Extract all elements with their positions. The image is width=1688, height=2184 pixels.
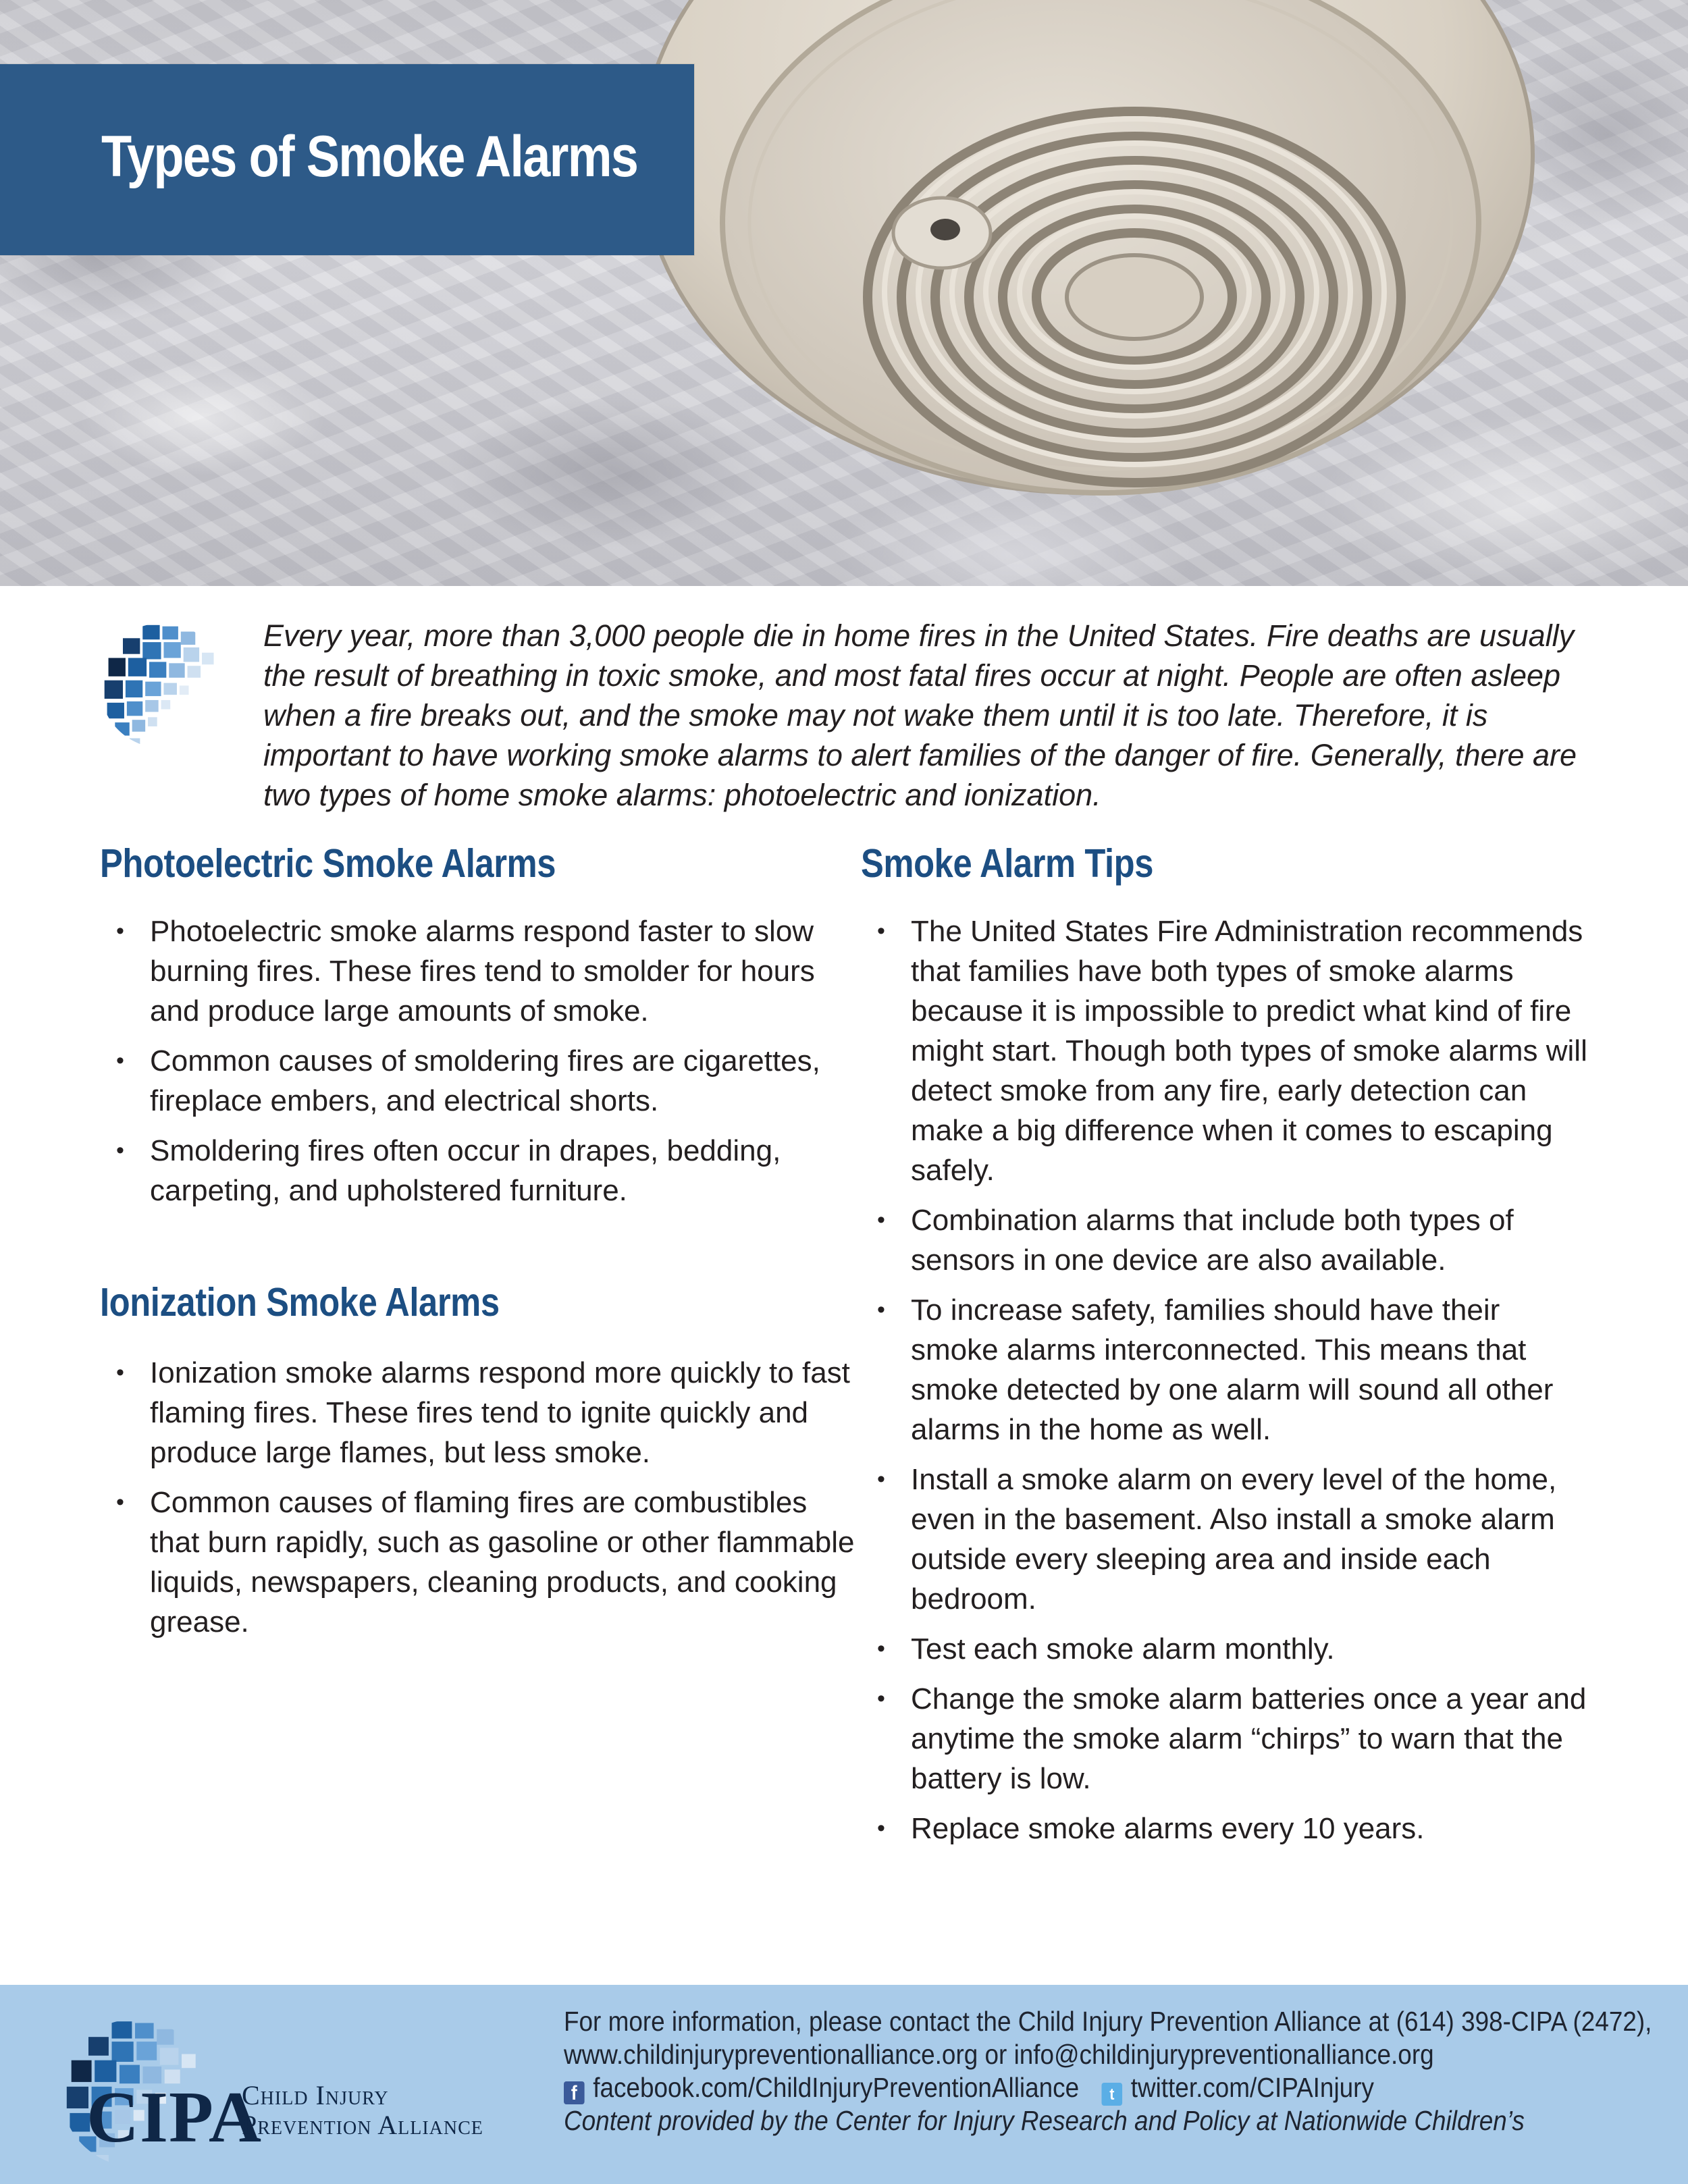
photoelectric-heading: Photoelectric Smoke Alarms bbox=[100, 841, 556, 886]
facebook-link[interactable] bbox=[564, 2071, 1079, 2104]
list-item-text: To increase safety, families should have their smoke alarms interconnected. This means that smoke detected by one alarm will sound all other alarms in the home as well. bbox=[911, 1294, 1554, 1446]
bullet-icon: • bbox=[116, 1489, 124, 1515]
list-item-text: Replace smoke alarms every 10 years. bbox=[911, 1812, 1425, 1845]
content-credit: Content provided by the Center for Injury Research and Policy at Nationwide Children’s bbox=[564, 2105, 1525, 2136]
ionization-list bbox=[100, 1353, 856, 1652]
bullet-icon: • bbox=[116, 1360, 124, 1385]
bullet-icon: • bbox=[877, 1815, 885, 1841]
list-item bbox=[861, 1679, 1590, 1799]
twitter-link-text: twitter.com/CIPAInjury bbox=[1130, 2072, 1374, 2103]
list-item bbox=[100, 1483, 856, 1642]
facebook-link-text: facebook.com/ChildInjuryPreventionAlliance bbox=[593, 2072, 1080, 2103]
web-email-link[interactable]: www.childinjurypreventionalliance.org or info@childinjurypreventionalliance.org bbox=[564, 2039, 1434, 2070]
list-item-text: Test each smoke alarm monthly. bbox=[911, 1632, 1335, 1666]
list-item bbox=[100, 1353, 856, 1472]
hero-image bbox=[0, 0, 1688, 586]
twitter-link[interactable] bbox=[1102, 2071, 1374, 2106]
list-item-text: Install a smoke alarm on every level of the home, even in the basement. Also install a smoke alarm outside every sleeping area and inside each bedroom. bbox=[911, 1463, 1557, 1616]
list-item bbox=[861, 1629, 1590, 1669]
list-item-text: Photoelectric smoke alarms respond faster to slow burning fires. These fires tend to smolder for hours and produce large amounts of smoke. bbox=[150, 915, 815, 1028]
list-item bbox=[100, 1131, 856, 1210]
page-title: Types of Smoke Alarms bbox=[101, 124, 638, 189]
footer bbox=[0, 1985, 1688, 2184]
cipa-logo-text: CIPA bbox=[86, 2077, 262, 2158]
intro-paragraph bbox=[263, 616, 1600, 815]
contact-info bbox=[564, 2005, 1671, 2137]
list-item bbox=[861, 911, 1590, 1190]
bullet-icon: • bbox=[877, 1636, 885, 1661]
contact-line: For more information, please contact the Child Injury Prevention Alliance at (614) 398-CIPA (2472), bbox=[564, 2006, 1652, 2037]
intro-text: Every year, more than 3,000 people die in home fires in the United States. Fire deaths are usually the result of breathing in toxic smoke, and most fatal fires occur at night. People are often asleep when a fire breaks out, and the smoke may not wake them until it is too late. Therefore, it is important to have working smoke alarms to alert families of the danger of fire. Generally, there are two types of home smoke alarms: photoelectric and ionization. bbox=[263, 618, 1577, 812]
title-band bbox=[0, 64, 694, 255]
bullet-icon: • bbox=[116, 918, 124, 944]
bullet-icon: • bbox=[116, 1138, 124, 1163]
twitter-icon: t bbox=[1102, 2083, 1123, 2106]
bullet-icon: • bbox=[877, 1297, 885, 1323]
list-item-text: Common causes of flaming fires are combustibles that burn rapidly, such as gasoline or other flammable liquids, newspapers, cleaning products, and cooking grease. bbox=[150, 1486, 855, 1639]
list-item bbox=[861, 1290, 1590, 1449]
list-item bbox=[861, 1460, 1590, 1619]
org-name-line1: Child Injury bbox=[242, 2080, 389, 2110]
list-item bbox=[100, 911, 856, 1031]
bullet-icon: • bbox=[877, 1686, 885, 1711]
list-item bbox=[861, 1809, 1590, 1848]
list-item bbox=[861, 1200, 1590, 1280]
bullet-icon: • bbox=[877, 1207, 885, 1233]
org-name bbox=[242, 2081, 483, 2140]
tips-list bbox=[861, 911, 1590, 1859]
facebook-icon: f bbox=[564, 2081, 585, 2104]
list-item-text: Change the smoke alarm batteries once a year and anytime the smoke alarm “chirps” to warn that the battery is low. bbox=[911, 1682, 1587, 1795]
bullet-icon: • bbox=[877, 918, 885, 944]
list-item-text: Combination alarms that include both types of sensors in one device are also available. bbox=[911, 1204, 1514, 1277]
globe-logo-icon bbox=[97, 620, 228, 751]
tips-heading: Smoke Alarm Tips bbox=[861, 841, 1154, 886]
ionization-heading: Ionization Smoke Alarms bbox=[100, 1280, 500, 1325]
social-links bbox=[564, 2071, 1560, 2104]
bullet-icon: • bbox=[877, 1466, 885, 1492]
list-item-text: Common causes of smoldering fires are cigarettes, fireplace embers, and electrical shorts. bbox=[150, 1044, 820, 1117]
list-item-text: The United States Fire Administration recommends that families have both types of smoke alarms because it is impossible to predict what kind of fire might start. Though both types of smoke alarms will detect smoke from any fire, early detection can make a big difference when it comes to escaping safely. bbox=[911, 915, 1587, 1187]
bullet-icon: • bbox=[116, 1048, 124, 1073]
photoelectric-list bbox=[100, 911, 856, 1221]
org-name-line2: Prevention Alliance bbox=[242, 2110, 483, 2140]
list-item-text: Smoldering fires often occur in drapes, bedding, carpeting, and upholstered furniture. bbox=[150, 1134, 781, 1207]
list-item-text: Ionization smoke alarms respond more quickly to fast flaming fires. These fires tend to ignite quickly and produce large flames, but less smoke. bbox=[150, 1356, 850, 1469]
list-item bbox=[100, 1041, 856, 1121]
